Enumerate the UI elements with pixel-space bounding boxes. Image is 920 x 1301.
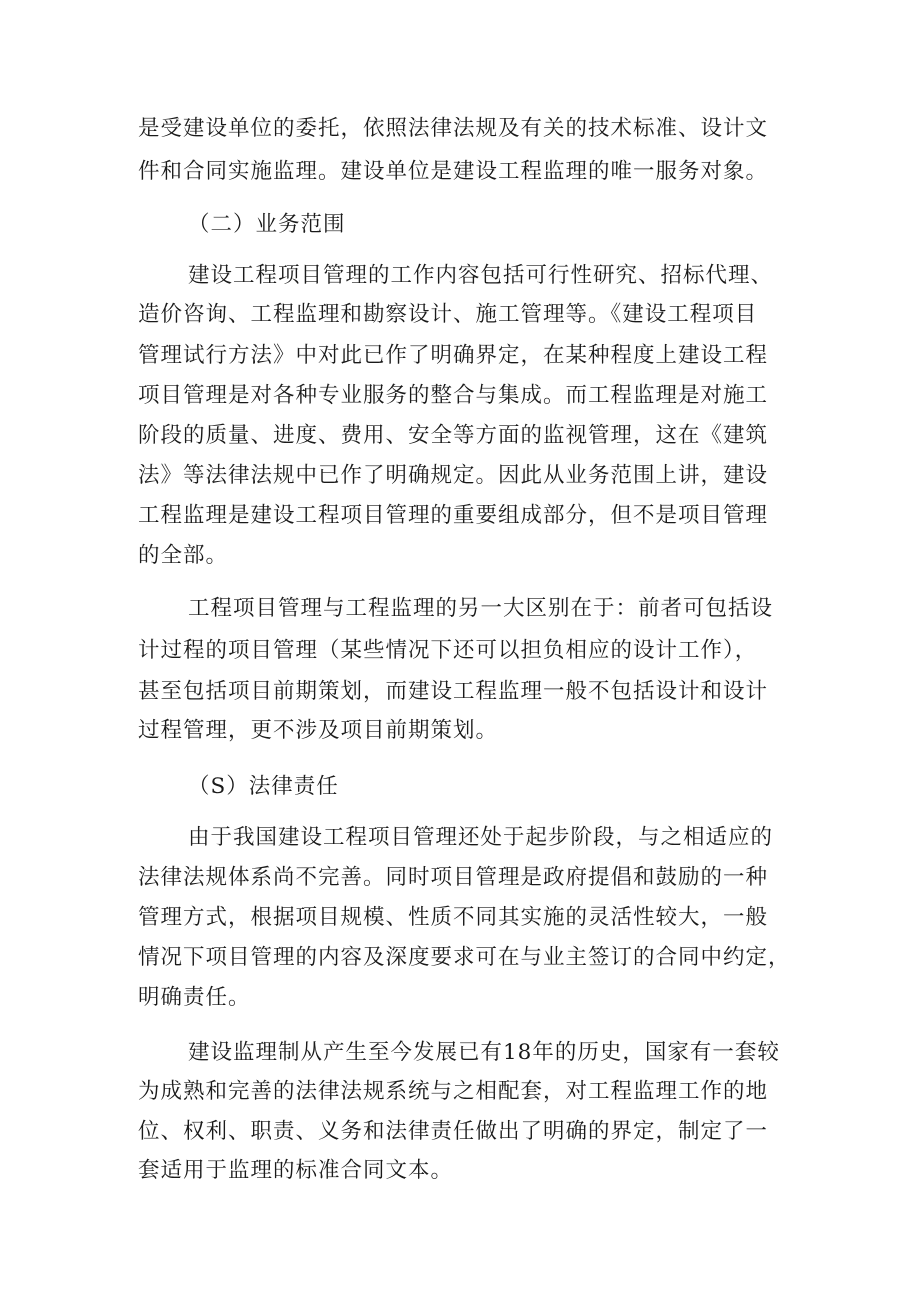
paragraph-2-line-2: 造价咨询、工程监理和勘察设计、施工管理等。《建设工程项目 [138,302,758,327]
paragraph-3-line-2: 计过程的项目管理（某些情况下还可以担负相应的设计工作）， [138,638,758,663]
paragraph-3-line-4: 过程管理，更不涉及项目前期策划。 [138,718,499,743]
paragraph-4-line-3: 管理方式，根据项目规模、性质不同其实施的灵活性较大，一般 [138,905,769,930]
paragraph-5-line-4: 套适用于监理的标准合同文本。 [138,1158,454,1183]
paragraph-5-line-3: 位、权利、职责、义务和法律责任做出了明确的界定，制定了一 [138,1119,769,1144]
paragraph-3-line-3: 甚至包括项目前期策划，而建设工程监理一般不包括设计和设计 [138,679,769,704]
paragraph-5-line-2: 为成熟和完善的法律法规系统与之相配套，对工程监理工作的地 [138,1079,769,1104]
paragraph-4-line-5: 明确责任。 [138,985,251,1010]
paragraph-2-line-1: 建设工程项目管理的工作内容包括可行性研究、招标代理、 [188,263,774,288]
section-heading-scope: （二）业务范围 [188,212,346,237]
paragraph-1-line-1: 是受建设单位的委托，依照法律法规及有关的技术标准、设计文 [138,116,769,141]
paragraph-1-line-2: 件和合同实施监理。建设单位是建设工程监理的唯一服务对象。 [138,159,769,184]
paragraph-2-line-3: 管理试行方法》中对此已作了明确界定，在某种程度上建设工程 [138,343,769,368]
paragraph-2-line-8: 的全部。 [138,543,229,568]
paragraph-2-line-5: 阶段的质量、进度、费用、安全等方面的监视管理，这在《建筑 [138,423,769,448]
paragraph-2-line-7: 工程监理是建设工程项目管理的重要组成部分，但不是项目管理 [138,503,769,528]
section-heading-legal-liability: （S）法律责任 [188,774,339,799]
paragraph-2-line-4: 项目管理是对各种专业服务的整合与集成。而工程监理是对施工 [138,383,769,408]
paragraph-5-line-1: 建设监理制从产生至今发展已有18年的历史，国家有一套较 [188,1040,780,1065]
paragraph-4-line-1: 由于我国建设工程项目管理还处于起步阶段，与之相适应的 [188,825,774,850]
paragraph-4-line-2: 法律法规体系尚不完善。同时项目管理是政府提倡和鼓励的一种 [138,865,769,890]
paragraph-4-line-4: 情况下项目管理的内容及深度要求可在与业主签订的合同中约定， [138,945,791,970]
paragraph-2-line-6: 法》等法律法规中已作了明确规定。因此从业务范围上讲，建设 [138,463,769,488]
paragraph-3-line-1: 工程项目管理与工程监理的另一大区别在于：前者可包括设 [188,596,774,621]
